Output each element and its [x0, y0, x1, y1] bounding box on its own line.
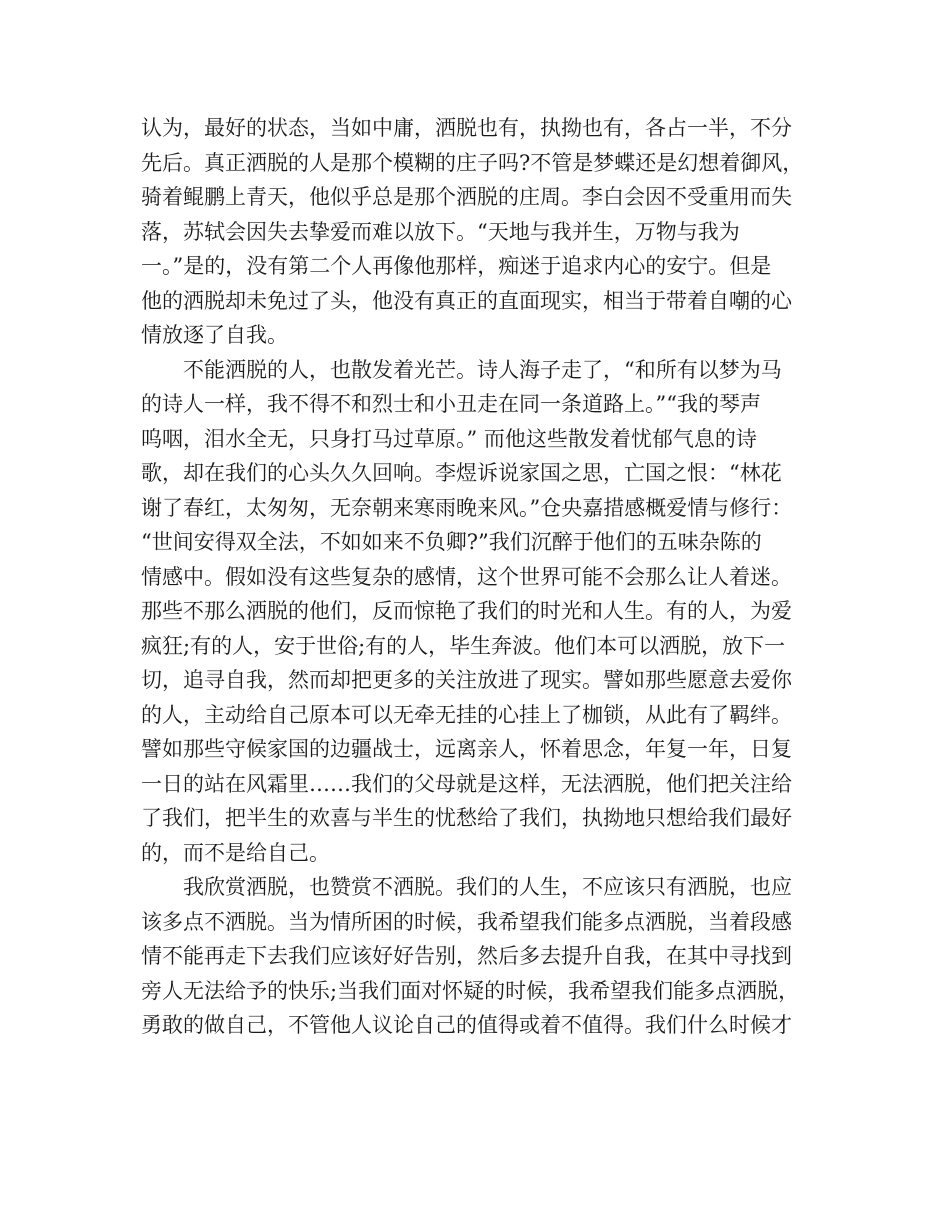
text-line: 情不能再走下去我们应该好好告别，然后多去提升自我，在其中寻找到: [141, 944, 792, 968]
text-line: 旁人无法给予的快乐;当我们面对怀疑的时候，我希望我们能多点洒脱，: [141, 978, 800, 1003]
text-line: 的诗人一样，我不得不和烈士和小丑走在同一条道路上。”“我的琴声: [141, 392, 761, 416]
text-line: 的，而不是给自己。: [141, 840, 330, 865]
text-line: 他的洒脱却未免过了头，他没有真正的直面现实，相当于带着自嘲的心: [141, 288, 792, 313]
text-line: 歌，却在我们的心头久久回响。李煜诉说家国之思，亡国之恨：“林花: [141, 461, 782, 485]
text-line: 那些不那么洒脱的他们，反而惊艳了我们的时光和人生。有的人，为爱: [141, 599, 792, 623]
text-line: 一。”是的，没有第二个人再像他那样，痴迷于追求内心的安宁。但是: [141, 254, 772, 278]
text-line: 譬如那些守候家国的边疆战士，远离亲人，怀着思念，年复一年，日复: [141, 737, 792, 761]
text-line: 呜咽，泪水全无，只身打马过草原。” 而他这些散发着忧郁气息的诗: [141, 426, 757, 451]
paragraph-start-line: 我欣赏洒脱，也赞赏不洒脱。我们的人生，不应该只有洒脱，也应: [183, 875, 792, 899]
text-line: 疯狂;有的人，安于世俗;有的人，毕生奔波。他们本可以洒脱，放下一: [141, 633, 786, 658]
text-line: 先后。真正洒脱的人是那个模糊的庄子吗?不管是梦蝶还是幻想着御风，: [141, 150, 804, 175]
text-line: 谢了春红，太匆匆，无奈朝来寒雨晚来风。”仓央嘉措感概爱情与修行：: [141, 495, 793, 520]
text-line: “世间安得双全法，不如如来不负卿?”我们沉醉于他们的五味杂陈的: [141, 530, 762, 554]
text-line: 勇敢的做自己，不管他人议论自己的值得或着不值得。我们什么时候才: [141, 1013, 792, 1037]
text-line: 一日的站在风霜里……我们的父母就是这样，无法洒脱，他们把关注给: [141, 771, 792, 796]
essay-body: [141, 111, 811, 1043]
text-line: 情感中。假如没有这些复杂的感情，这个世界可能不会那么让人着迷。: [141, 564, 792, 589]
text-line: 的人，主动给自己原本可以无牵无挂的心挂上了枷锁，从此有了羁绊。: [141, 702, 792, 727]
text-line: 了我们，把半生的欢喜与半生的忧愁给了我们，执拗地只想给我们最好: [141, 806, 792, 830]
text-line: 情放逐了自我。: [141, 323, 288, 347]
text-line: 落，苏轼会因失去挚爱而难以放下。“天地与我并生，万物与我为: [141, 219, 740, 244]
text-line: 认为，最好的状态，当如中庸，洒脱也有，执拗也有，各占一半，不分: [141, 116, 792, 140]
paragraph-start-line: 不能洒脱的人，也散发着光芒。诗人海子走了，“和所有以梦为马: [183, 357, 782, 382]
text-line: 切，追寻自我，然而却把更多的关注放进了现实。譬如那些愿意去爱你: [141, 668, 792, 692]
text-line: 该多点不洒脱。当为情所困的时候，我希望我们能多点洒脱，当着段感: [141, 909, 792, 934]
text-line: 骑着鲲鹏上青天，他似乎总是那个洒脱的庄周。李白会因不受重用而失: [141, 185, 792, 209]
